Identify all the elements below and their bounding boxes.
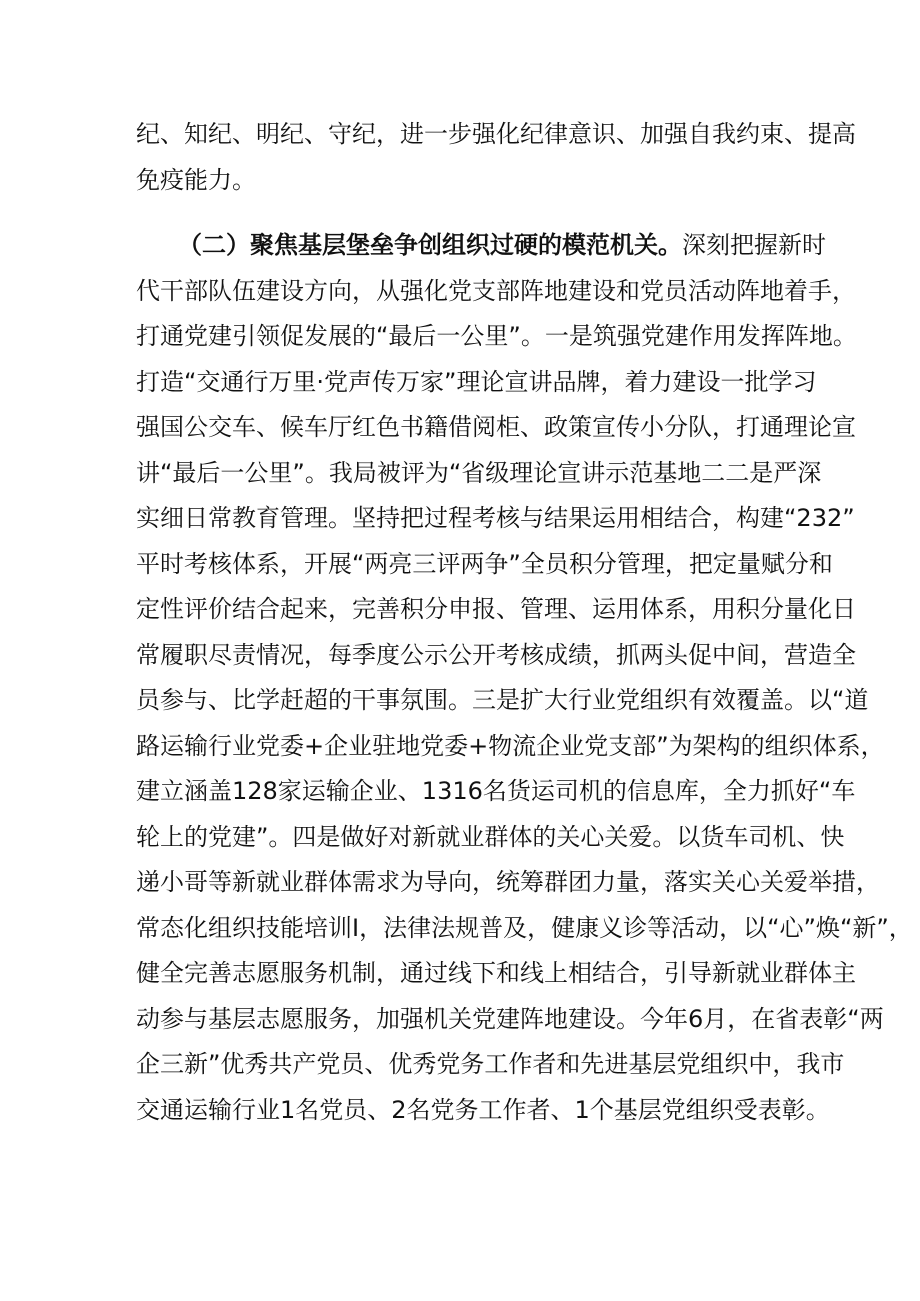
paragraph-2 [136, 223, 913, 1133]
text-line: 轮上的党建”。四是做好对新就业群体的关心关爱。以货车司机、快 [136, 822, 845, 851]
text-line: 员参与、比学赶超的干事氛围。三是扩大行业党组织有效覆盖。以“道 [136, 686, 869, 714]
section-heading: （二）聚焦基层堡垒争创组织过硬的模范机关。 [178, 231, 682, 259]
text-line: 打通党建引领促发展的“最后一公里”。一是筑强党建作用发挥阵地。 [136, 322, 857, 350]
text-line: 平时考核体系，开展“两亮三评两争”全员积分管理，把定量赋分和 [136, 549, 833, 578]
text-line: 定性评价结合起来，完善积分申报、管理、运用体系，用积分量化日 [136, 595, 856, 623]
document-body [136, 112, 913, 1133]
text-line: 递小哥等新就业群体需求为导向，统筹群团力量，落实关心关爱举措， [136, 868, 880, 896]
heading-line-rest: 深刻把握新时 [682, 231, 826, 259]
text-line: 交通运输行业1名党员、2名党务工作者、1个基层党组织受表彰。 [136, 1095, 830, 1124]
text-line: 纪、知纪、明纪、守纪，进一步强化纪律意识、加强自我约束、提高 [136, 120, 856, 148]
text-line: 动参与基层志愿服务，加强机关党建阵地建设。今年6月，在省表彰“两 [136, 1004, 884, 1033]
text-line: 免疫能力。 [136, 165, 256, 194]
text-line: 健全完善志愿服务机制，通过线下和线上相结合，引导新就业群体主 [136, 959, 856, 987]
paragraph-1 [136, 112, 856, 203]
text-line: 常履职尽责情况，每季度公示公开考核成绩，抓两头促中间，营造全 [136, 640, 856, 669]
text-line [136, 223, 826, 269]
text-line: 讲“最后一公里”。我局被评为“省级理论宣讲示范基地二二是严深 [136, 458, 822, 487]
text-line: 代干部队伍建设方向，从强化党支部阵地建设和党员活动阵地着手， [136, 276, 856, 305]
text-line: 路运输行业党委+企业驻地党委+物流企业党支部”为架构的组织体系， [136, 731, 885, 760]
text-line: 企三新”优秀共产党员、优秀党务工作者和先进基层党组织中，我市 [136, 1050, 845, 1078]
text-line: 强国公交车、候车厅红色书籍借阅柜、政策宣传小分队，打通理论宣 [136, 413, 856, 441]
text-line: 建立涵盖128家运输企业、1316名货运司机的信息库，全力抓好“车 [136, 777, 856, 805]
text-line: 常态化组织技能培训I，法律法规普及，健康义诊等活动，以“心”焕“新”， [136, 913, 913, 942]
text-line: 打造“交通行万里·党声传万家”理论宣讲品牌，着力建设一批学习 [136, 367, 817, 396]
text-line: 实细日常教育管理。坚持把过程考核与结果运用相结合，构建“232” [136, 504, 855, 532]
paragraph-gap [136, 203, 796, 223]
